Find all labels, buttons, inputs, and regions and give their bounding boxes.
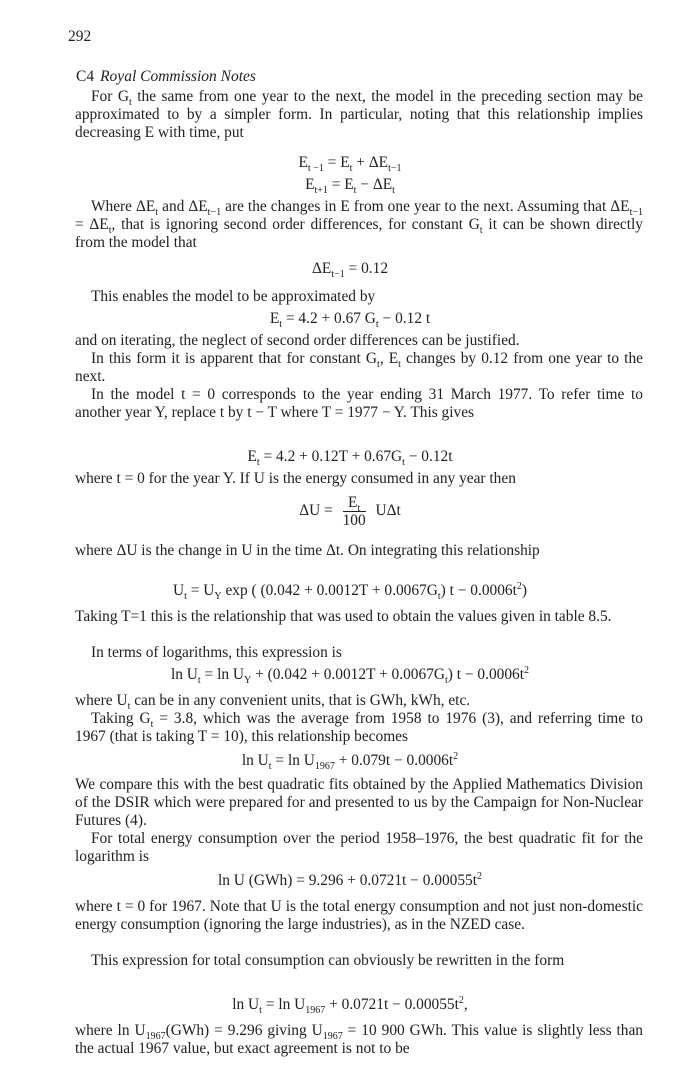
paragraph: Taking $G_t = 3.8$, which was the average from 1958 to 1976 (3), and referring time to 1967 (that is taking T = 10), this relationship becomes [75, 710, 643, 745]
paragraph: where $\ln U_{1967}(GWh) = 9.296$ giving $U_{1967} = 10$ 900 GWh. This value is slightly less than the actual 1967 value, but exact agreement is not to be [75, 1022, 643, 1057]
equation: ln U $(GWh) = 9.296 + 0.0721t - 0.00055t^2$ [217, 870, 483, 889]
section-heading [76, 68, 256, 86]
equation: $\ln U_t = \ln U_Y + (0.042 + 0.0012T + 0.0067G_t) t - 0.0006t^2$ [170, 664, 530, 687]
paragraph: Taking T=1 this is the relationship that was used to obtain the values given in table 8.5. [75, 608, 612, 625]
equation: $E_t = 4.2 + 0.12T + 0.67G_t - 0.12t$ [247, 448, 453, 469]
equation: ΔU = $\frac{E_t}{100}$ UΔt [299, 494, 401, 529]
paragraph: This expression for total consumption can obviously be rewritten in the form [91, 952, 565, 969]
paragraph: where ΔU is the change in U in the time Δt. On integrating this relationship [75, 542, 540, 559]
equation: $E_t = 4.2 + 0.67$ $G_t - 0.12$ t [269, 310, 431, 331]
paragraph: Where $\Delta E_t$ and $\Delta E_{t-1}$ are the changes in E from one year to the next. Assuming that $\Delta E_{t-1} = \Delta E_t$, that is ignoring second order differences, for constant $G_t$ it can be shown directly from the model that [75, 198, 644, 251]
section-code: C4 [76, 68, 95, 85]
equation: $\ln U_t = \ln U_{1967} + 0.0721t - 0.00055t^2$, [232, 994, 468, 1017]
paragraph: For total energy consumption over the period 1958–1976, the best quadratic fit for the logarithm is [75, 830, 643, 865]
paragraph: In this form it is apparent that for constant $G_t$, $E_t$ changes by 0.12 from one year to the next. [75, 350, 643, 385]
paragraph: We compare this with the best quadratic fits obtained by the Applied Mathematics Division of the DSIR which were prepared for and presented to us by the Campaign for Non-Nuclear Futures (4). [75, 776, 643, 829]
paragraph: This enables the model to be approximated by [91, 288, 376, 305]
equation: $U_t = U_Y$ exp ( $(0.042 + 0.0012T + 0.0067G_t)$ $t - 0.0006t^2$) [172, 580, 528, 603]
paragraph: where t = 0 for the year Y. If U is the energy consumed in any year then [75, 470, 516, 487]
paragraph: and on iterating, the neglect of second order differences can be justified. [75, 332, 520, 349]
paragraph: In terms of logarithms, this expression is [91, 644, 342, 661]
page-number: 292 [68, 28, 92, 45]
paragraph: where t = 0 for 1967. Note that U is the total energy consumption and not just non-domestic energy consumption (ignoring the large industries), as in the NZED case. [75, 898, 643, 933]
paragraph: For $G_t$ the same from one year to the next, the model in the preceding section may be approximated to by a simpler form. In particular, noting that this relationship implies decreasing E with time, put [75, 88, 643, 141]
paragraph: In the model t = 0 corresponds to the year ending 31 March 1977. To refer time to another year Y, replace t by t − T where T = 1977 − Y. This gives [75, 386, 643, 421]
equation: $E_{t+1} = E_t - \Delta E_t$ [305, 176, 395, 197]
equation: $\Delta E_{t-1} = 0.12$ [311, 260, 389, 281]
equation: $\ln U_t = \ln U_{1967} + 0.079t - 0.0006t^2$ [241, 750, 459, 773]
equation: $E_{t -1} = E_t + \Delta E_{t-1}$ [298, 154, 402, 175]
section-title: Royal Commission Notes [100, 68, 256, 85]
paragraph: where $U_t$ can be in any convenient units, that is GWh, kWh, etc. [75, 692, 471, 713]
